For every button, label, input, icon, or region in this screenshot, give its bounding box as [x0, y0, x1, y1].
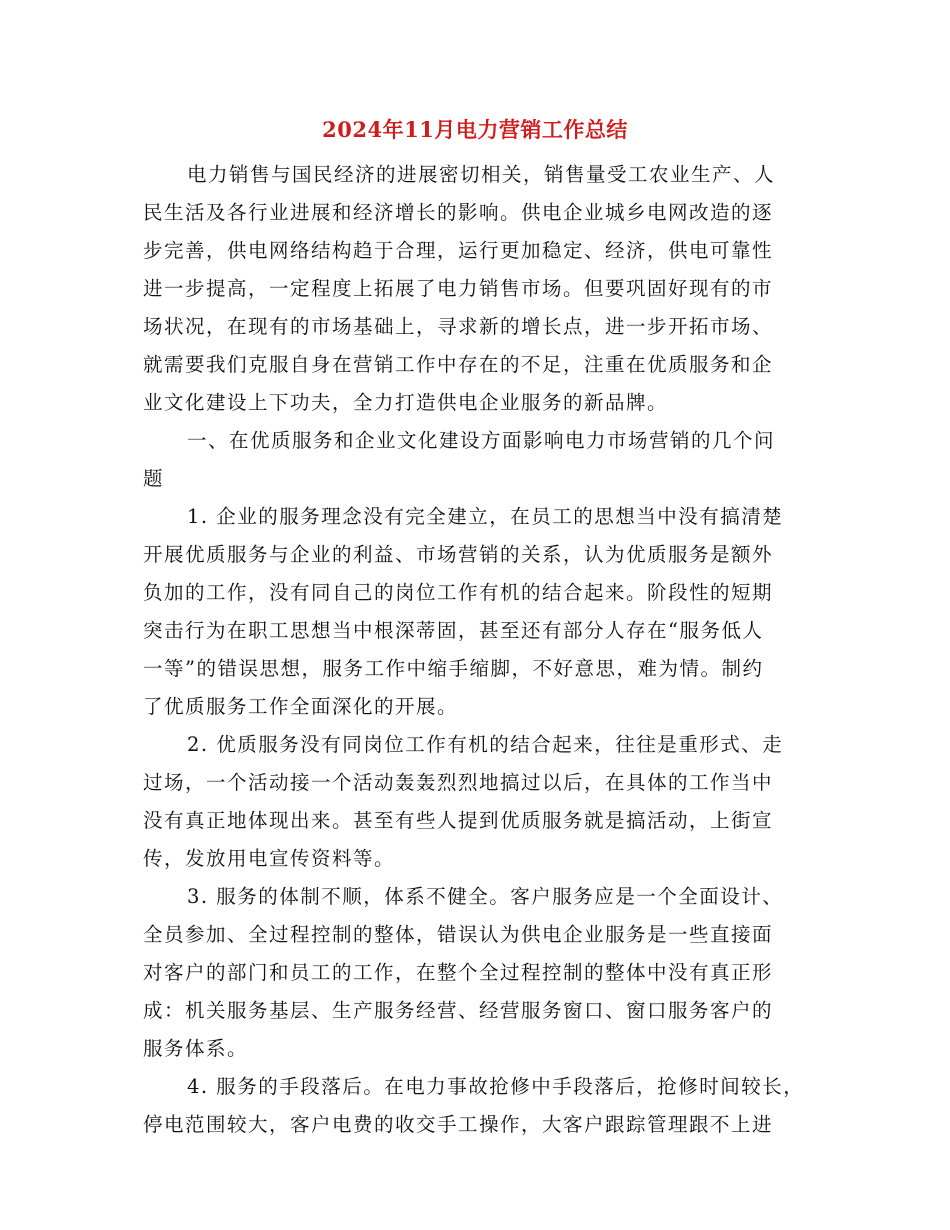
- paragraph-line: 4. 服务的手段落后。在电力事故抢修中手段落后，抢修时间较长，: [187, 1075, 805, 1098]
- paragraph-line: 全员参加、全过程控制的整体，错误认为供电企业服务是一些直接面: [143, 923, 774, 946]
- paragraph-line: 3. 服务的体制不顺，体系不健全。客户服务应是一个全面设计、: [187, 885, 784, 908]
- paragraph-line: 就需要我们克服自身在营销工作中存在的不足，注重在优质服务和企: [143, 353, 774, 376]
- paragraph-line: 一等”的错误思想，服务工作中缩手缩脚，不好意思，难为情。制约: [143, 657, 764, 680]
- paragraph-line: 停电范围较大，客户电费的收交手工操作，大客户跟踪管理跟不上进: [143, 1113, 774, 1136]
- paragraph-item-2: [143, 726, 828, 878]
- paragraph-line: 服务体系。: [143, 1037, 249, 1060]
- paragraph-line: 进一步提高，一定程度上拓展了电力销售市场。但要巩固好现有的市: [143, 277, 774, 300]
- document-body: [143, 156, 828, 1144]
- paragraph-line: 开展优质服务与企业的利益、市场营销的关系，认为优质服务是额外: [143, 543, 774, 566]
- paragraph-line: 对客户的部门和员工的工作，在整个全过程控制的整体中没有真正形: [143, 961, 774, 984]
- paragraph-line: 2. 优质服务没有同岗位工作有机的结合起来，往往是重形式、走: [187, 733, 784, 756]
- paragraph-line: 民生活及各行业进展和经济增长的影响。供电企业城乡电网改造的逐: [143, 201, 774, 224]
- paragraph-line: 题: [143, 467, 165, 490]
- paragraph-line: 没有真正地体现出来。甚至有些人提到优质服务就是搞活动，上街宣: [143, 809, 774, 832]
- paragraph-line: 场状况，在现有的市场基础上，寻求新的增长点，进一步开拓市场、: [143, 315, 774, 338]
- paragraph-intro: [143, 156, 828, 422]
- paragraph-line: 成：机关服务基层、生产服务经营、经营服务窗口、窗口服务客户的: [143, 999, 774, 1022]
- paragraph-item-4: [143, 1068, 828, 1144]
- document-title: 2024年11月电力营销工作总结: [322, 117, 628, 142]
- paragraph-line: 了优质服务工作全面深化的开展。: [143, 695, 459, 718]
- paragraph-line: 传，发放用电宣传资料等。: [143, 847, 396, 870]
- paragraph-line: 业文化建设上下功夫，全力打造供电企业服务的新品牌。: [143, 391, 669, 414]
- paragraph-item-1: [143, 498, 828, 726]
- paragraph-line: 负加的工作，没有同自己的岗位工作有机的结合起来。阶段性的短期: [143, 581, 774, 604]
- paragraph-line: 电力销售与国民经济的进展密切相关，销售量受工农业生产、人: [187, 163, 776, 186]
- paragraph-line: 一、在优质服务和企业文化建设方面影响电力市场营销的几个问: [187, 429, 776, 452]
- paragraph-item-3: [143, 878, 828, 1068]
- paragraph-line: 过场，一个活动接一个活动轰轰烈烈地搞过以后，在具体的工作当中: [143, 771, 774, 794]
- paragraph-line: 突击行为在职工思想当中根深蒂固，甚至还有部分人存在“服务低人: [143, 619, 764, 642]
- paragraph-line: 步完善，供电网络结构趋于合理，运行更加稳定、经济，供电可靠性: [143, 239, 774, 262]
- paragraph-line: 1. 企业的服务理念没有完全建立，在员工的思想当中没有搞清楚: [187, 505, 784, 528]
- section-heading: [143, 422, 828, 498]
